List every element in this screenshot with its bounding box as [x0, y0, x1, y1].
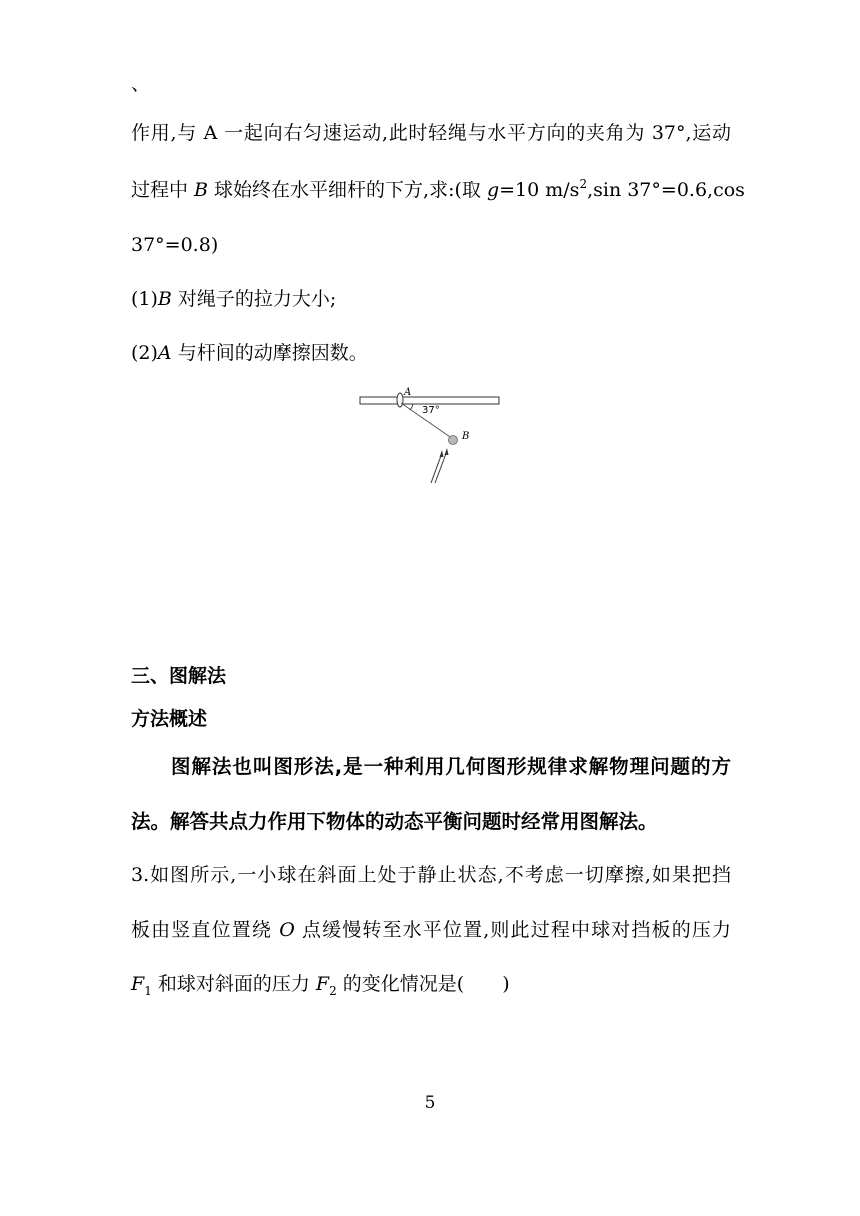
text: 和球对斜面的压力 [151, 973, 316, 995]
text: 点缓慢转至水平位置,则此过程中球对挡板的压力 [294, 919, 731, 941]
text: 的变化情况是( ) [336, 973, 510, 995]
horizontal-rod [360, 397, 499, 404]
ring-A [397, 393, 403, 407]
var-B: B [157, 288, 172, 310]
page-number: 5 [424, 1093, 436, 1113]
text: 与杆间的动摩擦因数。 [171, 342, 368, 364]
arrowhead [440, 450, 444, 457]
angle-arc [410, 404, 413, 410]
question-1 [131, 287, 336, 311]
text: 板由竖直位置绕 [131, 919, 280, 941]
var-F: F [131, 973, 145, 995]
label-B: B [462, 431, 470, 442]
section-title: 三、图解法 [131, 665, 227, 687]
problem3-line1: 3.如图所示,一小球在斜面上处于静止状态,不考虑一切摩擦,如果把挡 [131, 864, 731, 886]
superscript: 2 [579, 177, 588, 191]
problem2-line3: 37°=0.8) [131, 234, 219, 256]
text: ,sin 37°=0.6,cos [587, 179, 745, 201]
problem3-line2 [131, 918, 731, 942]
problem2-line1: 作用,与 A 一起向右匀速运动,此时轻绳与水平方向的夹角为 37°,运动 [131, 122, 731, 144]
arrowhead [445, 448, 449, 455]
top-mark: 、 [131, 73, 151, 95]
method-paragraph-line1: 图解法也叫图形法,是一种利用几何图形规律求解物理问题的方 [171, 755, 731, 778]
problem3-line3 [131, 972, 510, 998]
rod-ball-figure [355, 382, 505, 487]
ball-B [449, 436, 458, 445]
section-subtitle: 方法概述 [131, 708, 208, 730]
text: 对绳子的拉力大小; [171, 288, 337, 310]
text: =10 m/s [499, 179, 580, 201]
question-2 [131, 341, 368, 365]
var-F: F [315, 973, 330, 995]
var-A: A [157, 342, 172, 364]
angle-label: 37° [422, 405, 440, 416]
text: 球始终在水平细杆的下方,求:(取 [208, 179, 487, 201]
subscript: 1 [144, 984, 152, 998]
text: 过程中 [131, 179, 195, 201]
method-paragraph-line2: 法。解答共点力作用下物体的动态平衡问题时经常用图解法。 [131, 810, 658, 833]
var-O: O [279, 919, 295, 941]
problem2-line2 [131, 178, 745, 202]
label-A: A [404, 387, 412, 398]
text: (1) [131, 288, 158, 310]
subscript: 2 [329, 984, 337, 998]
text: (2) [131, 342, 158, 364]
var-B: B [194, 179, 209, 201]
var-g: g [486, 179, 500, 201]
